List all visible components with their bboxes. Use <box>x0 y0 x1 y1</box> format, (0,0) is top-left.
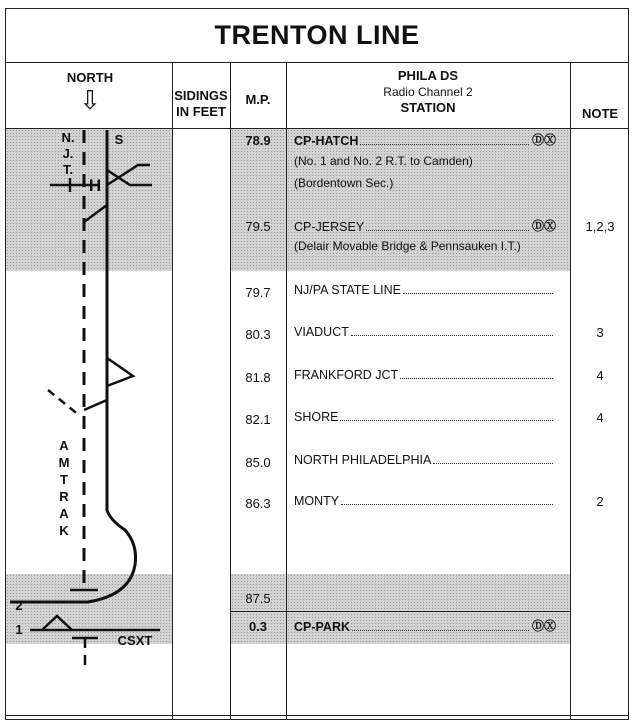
amtrak-r: R <box>59 489 69 504</box>
mp-shore: 82.1 <box>245 412 271 427</box>
njt-label-t: T. <box>62 162 74 177</box>
dx-icon: ⒹⓍ <box>531 133 556 147</box>
mp-viaduct: 80.3 <box>245 327 271 342</box>
leader-dots <box>341 503 553 505</box>
station-cp-park <box>294 617 556 634</box>
mp-frankford: 81.8 <box>245 370 271 385</box>
leader-dots <box>352 629 529 631</box>
mp-cp-jersey: 79.5 <box>245 219 271 234</box>
mp-cp-hatch: 78.9 <box>245 133 271 148</box>
note-monty: 2 <box>596 494 604 509</box>
njt-label-j: J. <box>62 146 74 161</box>
leader-dots <box>433 462 553 464</box>
amtrak-a1: A <box>59 438 69 453</box>
station-name: NJ/PA STATE LINE <box>294 283 401 297</box>
track-1-wedge <box>42 616 72 630</box>
north-arrow-icon: ⇩ <box>79 85 101 115</box>
mp-87-5: 87.5 <box>245 591 271 606</box>
station-cp-jersey <box>294 217 556 234</box>
station-monty <box>294 494 556 508</box>
sidings-label-1: SIDINGS <box>174 88 228 103</box>
sidings-label-2: IN FEET <box>176 104 226 119</box>
njt-label-n: N. <box>61 130 75 145</box>
station-name: CP-PARK <box>294 620 351 634</box>
mp-state-line: 79.7 <box>245 285 271 300</box>
leader-dots <box>366 229 529 231</box>
mp-north-phila: 85.0 <box>245 455 271 470</box>
station-viaduct <box>294 325 556 339</box>
track-1-label: 1 <box>15 622 23 637</box>
leader-dots <box>400 377 553 379</box>
station-shore <box>294 410 556 424</box>
note-viaduct: 3 <box>596 325 604 340</box>
note-cp-jersey: 1,2,3 <box>585 219 615 234</box>
amtrak-k: K <box>59 523 69 538</box>
csxt-label: CSXT <box>117 633 153 648</box>
leader-dots <box>340 419 553 421</box>
jersey-crossover <box>84 205 107 222</box>
jersey-sub-1: (Delair Movable Bridge & Pennsauken I.T.) <box>294 239 521 253</box>
h-label: H <box>88 176 102 195</box>
station-label: STATION <box>400 100 456 115</box>
header-mp: M.P. <box>245 92 271 107</box>
station-frankford <box>294 368 556 382</box>
amtrak-t: T <box>60 472 68 487</box>
track-2-label: 2 <box>15 598 23 613</box>
leader-dots <box>351 334 553 336</box>
station-name: VIADUCT <box>294 325 349 339</box>
header-note: NOTE <box>581 106 619 121</box>
radio-label: Radio Channel 2 <box>383 85 473 99</box>
station-name: CP-JERSEY <box>294 220 365 234</box>
station-cp-hatch <box>294 131 556 148</box>
station-name: SHORE <box>294 410 339 424</box>
page-title: TRENTON LINE <box>5 8 629 63</box>
amtrak-m: M <box>58 455 70 470</box>
station-state-line <box>294 283 556 297</box>
station-name: MONTY <box>294 494 340 508</box>
station-name: FRANKFORD JCT <box>294 368 399 382</box>
frankford-wedge <box>107 358 133 386</box>
north-label: NORTH <box>66 70 114 85</box>
mp-monty: 86.3 <box>245 496 271 511</box>
mp-cp-park: 0.3 <box>248 619 268 634</box>
shore-branch <box>48 390 80 416</box>
dx-icon: ⒹⓍ <box>531 219 556 233</box>
amtrak-a2: A <box>59 506 69 521</box>
dispatcher-label: PHILA DS <box>397 68 459 83</box>
s-label: S <box>114 132 124 147</box>
shore-crossover <box>84 400 107 410</box>
hatch-switch-2 <box>107 170 152 185</box>
dx-icon: ⒹⓍ <box>531 619 556 633</box>
station-name: NORTH PHILADELPHIA <box>294 453 432 467</box>
note-frankford: 4 <box>596 368 604 383</box>
leader-dots <box>403 292 553 294</box>
hatch-sub-1: (No. 1 and No. 2 R.T. to Camden) <box>294 154 473 168</box>
note-shore: 4 <box>596 410 604 425</box>
leader-dots <box>360 143 529 145</box>
station-name: CP-HATCH <box>294 134 359 148</box>
hatch-sub-2: (Bordentown Sec.) <box>294 176 394 190</box>
station-north-phila <box>294 453 556 467</box>
